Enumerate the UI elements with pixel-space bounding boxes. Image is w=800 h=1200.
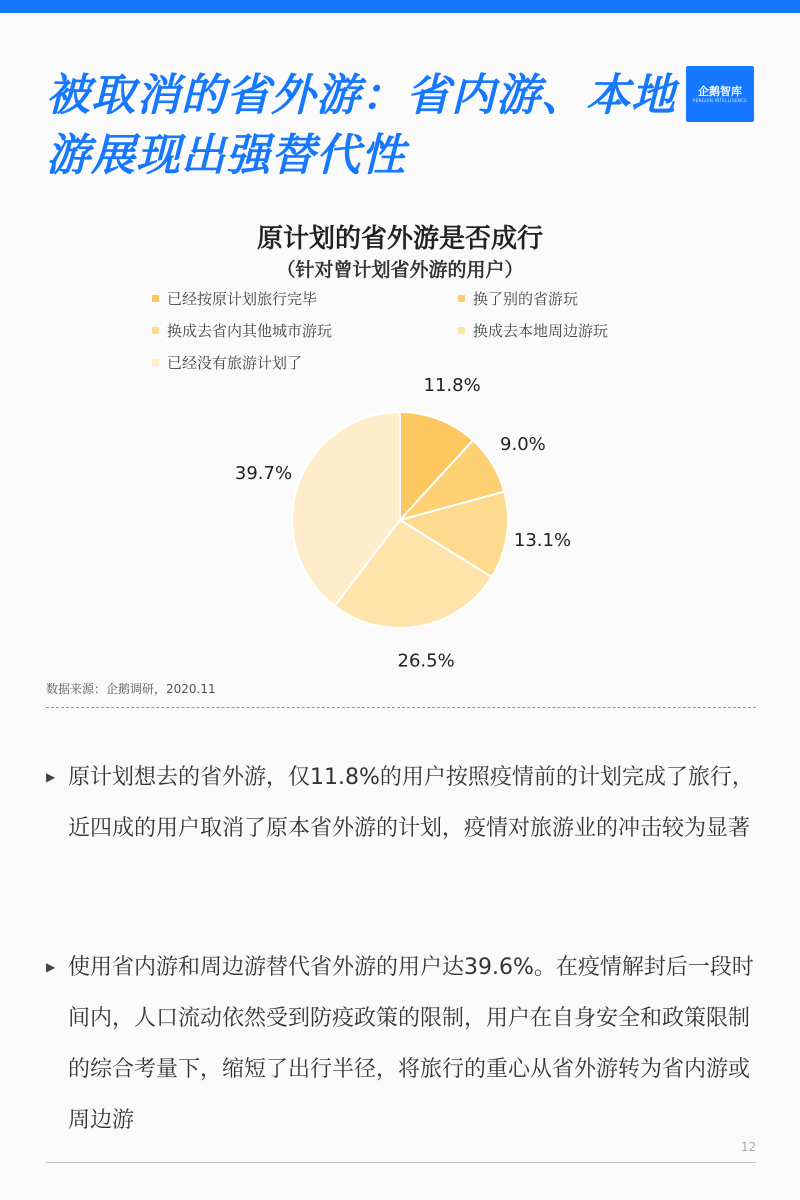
pie-data-label: 13.1%	[513, 529, 572, 551]
chart-legend	[152, 288, 712, 378]
page-number: 12	[741, 1140, 757, 1154]
legend-swatch	[458, 295, 465, 302]
chart-subtitle: （针对曾计划省外游的用户）	[276, 259, 524, 281]
footer-divider	[46, 1162, 756, 1163]
legend-label: 已经没有旅游计划了	[167, 354, 303, 372]
pie-data-label: 26.5%	[397, 650, 455, 672]
pie-data-label: 39.7%	[234, 463, 293, 484]
legend-item	[152, 288, 317, 309]
legend-item	[152, 320, 332, 341]
pie-chart	[0, 374, 800, 672]
logo-text: 企鹅智库	[698, 84, 742, 98]
legend-label: 换了别的省游玩	[473, 290, 579, 308]
dashed-divider	[46, 707, 756, 708]
legend-label: 换成去本地周边游玩	[473, 322, 609, 340]
legend-label: 换成去省内其他城市游玩	[167, 322, 333, 340]
bullet-text: 原计划想去的省外游，仅11.8%的用户按照疫情前的计划完成了旅行，近四成的用户取消了原本省外游的计划，疫情对旅游业的冲击较为显著	[68, 765, 754, 841]
bullet-item	[46, 752, 758, 854]
legend-swatch	[152, 359, 159, 366]
top-accent-bar	[0, 0, 800, 13]
pie-data-label: 11.8%	[423, 374, 481, 396]
brand-logo	[686, 66, 754, 122]
data-source-note: 数据来源：企鹅调研，2020.11	[46, 682, 216, 696]
bullet-text: 使用省内游和周边游替代省外游的用户达39.6%。在疫情解封后一段时间内，人口流动依然受到防疫政策的限制，用户在自身安全和政策限制的综合考量下，缩短了出行半径，将旅行的重心从省外游转为省内游或周边游	[68, 955, 754, 1133]
bullet-triangle-icon: ▶	[46, 770, 56, 784]
legend-item	[152, 352, 302, 373]
legend-label: 已经按原计划旅行完毕	[167, 290, 318, 308]
bullet-item	[46, 942, 758, 1146]
legend-swatch	[458, 327, 465, 334]
pie-data-label: 9.0%	[500, 434, 546, 455]
legend-item	[458, 288, 578, 309]
bullet-triangle-icon: ▶	[46, 960, 56, 974]
logo-subtext: PENGUIN INTELLIGENCE	[692, 97, 748, 103]
page-title: 被取消的省外游：省内游、本地游展现出强替代性	[46, 70, 676, 181]
legend-item	[458, 320, 608, 341]
legend-swatch	[152, 295, 159, 302]
legend-swatch	[152, 327, 159, 334]
chart-title: 原计划的省外游是否成行	[256, 224, 543, 254]
